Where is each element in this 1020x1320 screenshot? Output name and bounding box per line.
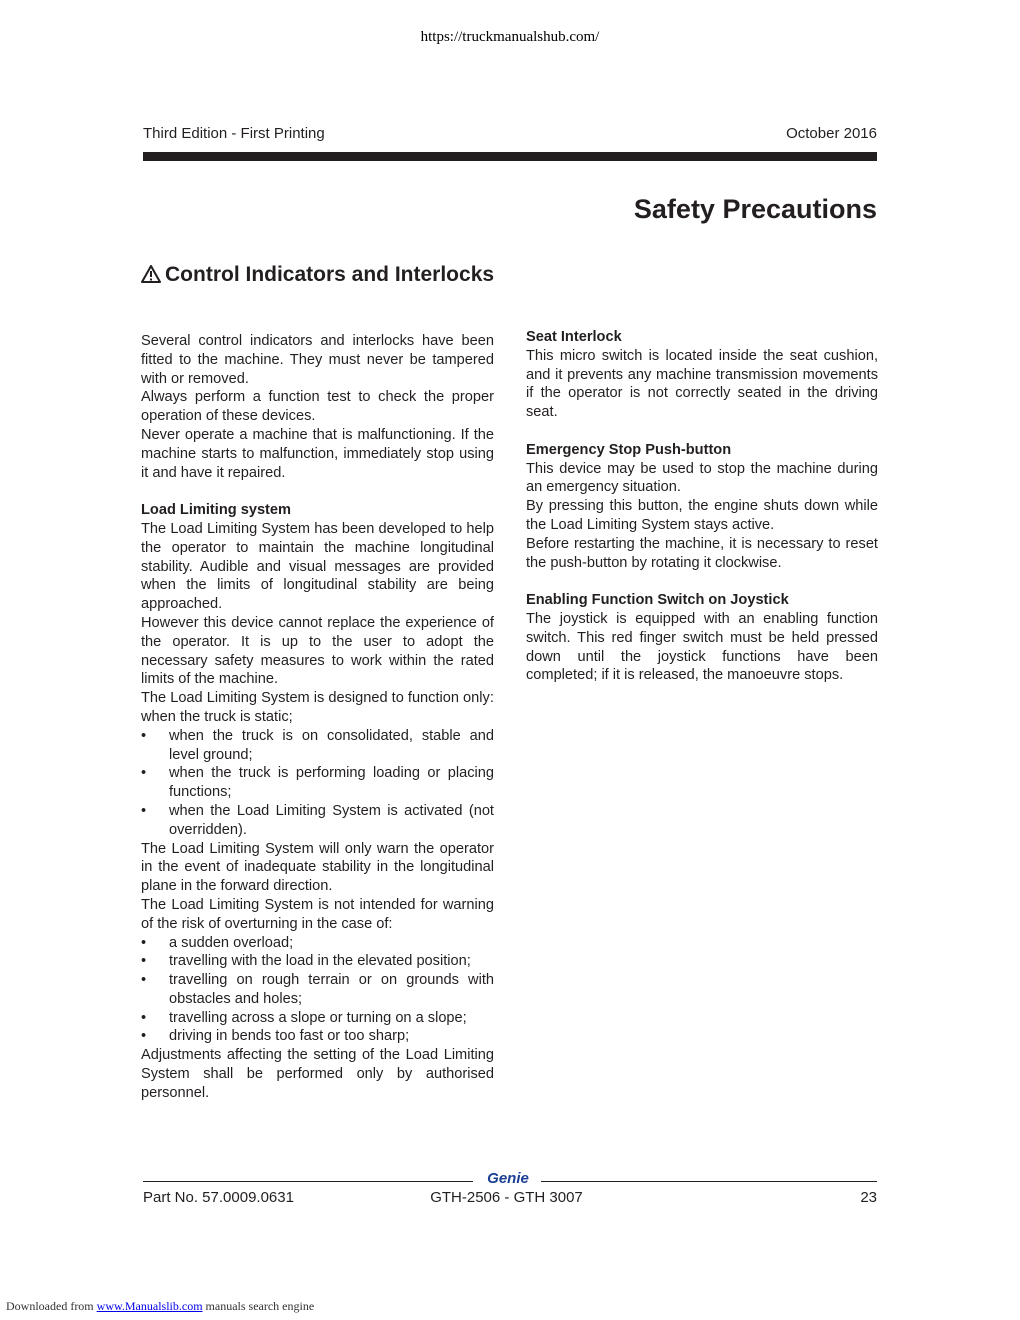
- function-conditions-list: [141, 727, 494, 840]
- list-item: • when the Load Limiting System is activated (not overridden).: [141, 802, 494, 840]
- load-limiting-paragraph: when the truck is static;: [141, 708, 293, 725]
- download-note: [6, 1299, 314, 1314]
- seat-interlock-paragraph: This micro switch is located inside the seat cushion, and it prevents any machine transmission movements if the operator is not correctly seated in the driving seat.: [526, 347, 878, 421]
- load-limiting-paragraph: The Load Limiting System will only warn the operator in the event of inadequate stability in the longitudinal plane in the forward direction.: [141, 840, 494, 895]
- emergency-stop-paragraph: Before restarting the machine, it is necessary to reset the push-button by rotating it clockwise.: [526, 535, 878, 571]
- right-column: [526, 328, 878, 685]
- intro-paragraph: Several control indicators and interlocks have been fitted to the machine. They must never be tampered with or removed.: [141, 333, 494, 387]
- page-number: 23: [860, 1189, 877, 1206]
- footer-rule-left: [143, 1181, 473, 1182]
- list-item: • when the truck is performing loading or placing functions;: [141, 764, 494, 802]
- list-item: • travelling across a slope or turning on a slope;: [141, 1009, 494, 1028]
- manualslib-link[interactable]: www.Manualslib.com: [96, 1299, 203, 1313]
- list-item: • when the truck is on consolidated, stable and level ground;: [141, 727, 494, 765]
- emergency-stop-paragraph: This device may be used to stop the machine during an emergency situation.: [526, 460, 878, 496]
- footer-rule-right: [541, 1181, 877, 1182]
- load-limiting-paragraph: Adjustments affecting the setting of the Load Limiting System shall be performed only by authorised personnel.: [141, 1047, 494, 1101]
- genie-logo: Genie: [487, 1170, 529, 1187]
- load-limiting-paragraph: The Load Limiting System has been developed to help the operator to maintain the machine longitudinal stability. Audible and visual messages are provided when the limits of longitudinal stability are being approached.: [141, 520, 494, 613]
- overturning-risks-list: [141, 934, 494, 1047]
- load-limiting-paragraph: However this device cannot replace the experience of the operator. It is up to the user to adopt the necessary safety measures to work within the rated limits of the machine.: [141, 614, 494, 688]
- edition-label: Third Edition - First Printing: [143, 125, 325, 142]
- enabling-switch-paragraph: The joystick is equipped with an enabling function switch. This red finger switch must be held pressed down until the joystick functions have been completed; if it is released, the manoeuvre stops.: [526, 610, 878, 684]
- load-limiting-heading: Load Limiting system: [141, 502, 292, 519]
- intro-paragraph: Never operate a machine that is malfunctioning. If the machine starts to malfunction, immediately stop using it and have it repaired.: [141, 426, 494, 481]
- list-item: • travelling on rough terrain or on grounds with obstacles and holes;: [141, 971, 494, 1009]
- intro-paragraph: Always perform a function test to check the proper operation of these devices.: [141, 389, 494, 425]
- seat-interlock-heading: Seat Interlock: [526, 329, 622, 345]
- part-number: Part No. 57.0009.0631: [143, 1189, 294, 1206]
- date-label: October 2016: [786, 125, 877, 142]
- emergency-stop-paragraph: By pressing this button, the engine shuts down while the Load Limiting System stays active.: [526, 498, 878, 533]
- list-item: • a sudden overload;: [141, 934, 494, 953]
- section-title: [141, 262, 501, 288]
- warning-triangle-icon: [141, 265, 161, 283]
- enabling-switch-heading: Enabling Function Switch on Joystick: [526, 592, 789, 609]
- list-item: • driving in bends too fast or too sharp;: [141, 1027, 494, 1046]
- section-title-text: Control Indicators and Interlocks: [165, 263, 495, 286]
- left-column: [141, 332, 494, 1103]
- download-suffix: manuals search engine: [202, 1299, 315, 1313]
- load-limiting-paragraph: The Load Limiting System is not intended for warning of the risk of overturning in the case of:: [141, 896, 494, 932]
- header-rule: [143, 152, 877, 161]
- emergency-stop-heading: Emergency Stop Push-button: [526, 441, 732, 458]
- watermark-url[interactable]: https://truckmanualshub.com/: [420, 29, 600, 45]
- load-limiting-paragraph: The Load Limiting System is designed to function only:: [141, 690, 494, 707]
- page-title: Safety Precautions: [633, 194, 877, 224]
- download-prefix: Downloaded from: [6, 1299, 97, 1313]
- list-item: • travelling with the load in the elevated position;: [141, 952, 494, 971]
- model-label: GTH-2506 - GTH 3007: [430, 1189, 583, 1206]
